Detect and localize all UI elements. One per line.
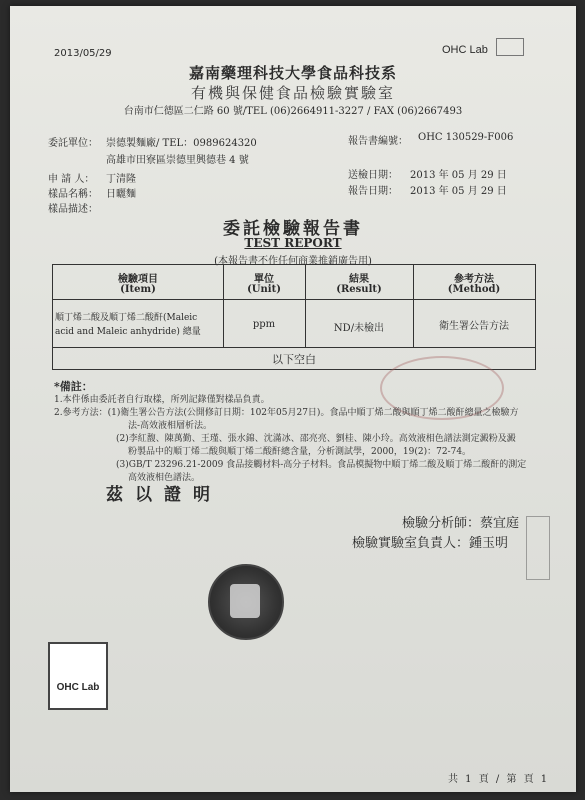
applicant-value: 丁清隆	[106, 174, 136, 185]
client-unit-label: 委託單位：	[48, 138, 98, 149]
sent-date-value: 2013 年 05 月 29 日	[410, 170, 507, 181]
note-line: 高效液相色譜法。	[128, 473, 201, 483]
report-number-value: OHC 130529-F006	[418, 132, 514, 143]
report-disclaimer: (本報告書不作任何商業推銷廣告用)	[214, 256, 372, 267]
sample-name-label: 樣品名稱：	[48, 189, 98, 200]
sample-name-value: 日曬麵	[106, 189, 136, 200]
applicant-label: 申 請 人：	[48, 174, 95, 185]
supervisor-signature: 檢驗實驗室負責人：鍾玉明	[352, 536, 509, 551]
row-unit: ppm	[252, 319, 276, 330]
note-line: (3)GB/T 23296.21-2009 食品接觸材料-高分子材料。食品模擬物中順丁烯二酸及順丁烯二酸酐的測定	[116, 460, 527, 470]
report-date-label: 報告日期：	[348, 186, 398, 197]
report-date-value: 2013 年 05 月 29 日	[410, 186, 507, 197]
university-name: 嘉南藥理科技大學食品科技系	[188, 64, 397, 82]
header-result-zh: 結果	[349, 274, 369, 285]
row-item-line2: acid and Maleic anhydride) 總量	[55, 327, 201, 337]
header-result-en: (Result)	[336, 284, 382, 295]
note-line: 法-高效液相層析法。	[128, 421, 213, 431]
header-item-zh: 檢驗項目	[118, 274, 158, 285]
client-address: 高雄市田寮區崇德里興德巷 4 號	[106, 155, 249, 166]
note-line: (2)李紅馥、陳萬勤、王瑾、張水錦、沈滿冰、邵亮亮、劉桂、陳小玲。高效液相色譜法測定澱粉及澱	[116, 434, 516, 444]
header-item-en: (Item)	[120, 284, 156, 295]
row-item-line1: 順丁烯二酸及順丁烯二酸酐(Maleic	[55, 313, 198, 323]
signature-stamp	[526, 516, 550, 580]
row-method: 衛生署公告方法	[439, 321, 509, 332]
report-title-en: TEST REPORT	[244, 236, 342, 250]
report-number-label: 報告書編號：	[348, 136, 408, 147]
results-table	[52, 264, 536, 370]
lab-logo-mark	[496, 38, 524, 56]
report-title-zh: 委託檢驗報告書	[223, 219, 363, 239]
header-method-en: (Method)	[447, 284, 501, 295]
row-result: ND/未檢出	[333, 323, 385, 334]
lab-logo-text-top: OHC Lab	[442, 44, 488, 56]
university-seal	[208, 564, 284, 640]
report-date-top: 2013/05/29	[54, 48, 112, 59]
page-counter: 共 1 頁 / 第 頁 1	[448, 774, 550, 785]
note-line: 1.本件係由委託者自行取樣，所列記錄僅對樣品負責。	[54, 395, 270, 405]
certification-text: 茲以證明	[106, 485, 222, 505]
note-line: 粉製品中的順丁烯二酸與順丁烯二酸酐總含量，分析測試學，2000，19(2)：72-74。	[128, 447, 472, 457]
header-unit-zh: 單位	[254, 274, 274, 285]
ohc-lab-logo	[48, 642, 108, 710]
seal-emblem-icon	[230, 584, 260, 618]
client-unit-value: 崇德製麵廠/ TEL：0989624320	[106, 138, 257, 149]
notes-heading: *備註：	[54, 380, 93, 393]
ohc-lab-logo-text: OHC Lab	[56, 682, 100, 693]
analyst-signature: 檢驗分析師：蔡宜庭	[402, 516, 520, 531]
header-method-zh: 參考方法	[454, 274, 494, 285]
table-blank-note: 以下空白	[272, 353, 316, 366]
lab-address: 台南市仁德區二仁路 60 號/TEL (06)2664911-3227 / FAX (06)2667493	[123, 106, 463, 117]
header-unit-en: (Unit)	[247, 284, 281, 295]
lab-name: 有機與保健食品檢驗實驗室	[190, 84, 395, 102]
sent-date-label: 送檢日期：	[348, 170, 398, 181]
report-page	[10, 6, 576, 792]
note-line: 2.參考方法：(1)衛生署公告方法(公開修訂日期：102年05月27日)。食品中順丁烯二酸與順丁烯二酸酐總量之檢驗方	[54, 408, 519, 418]
sample-description-label: 樣品描述：	[48, 204, 98, 215]
